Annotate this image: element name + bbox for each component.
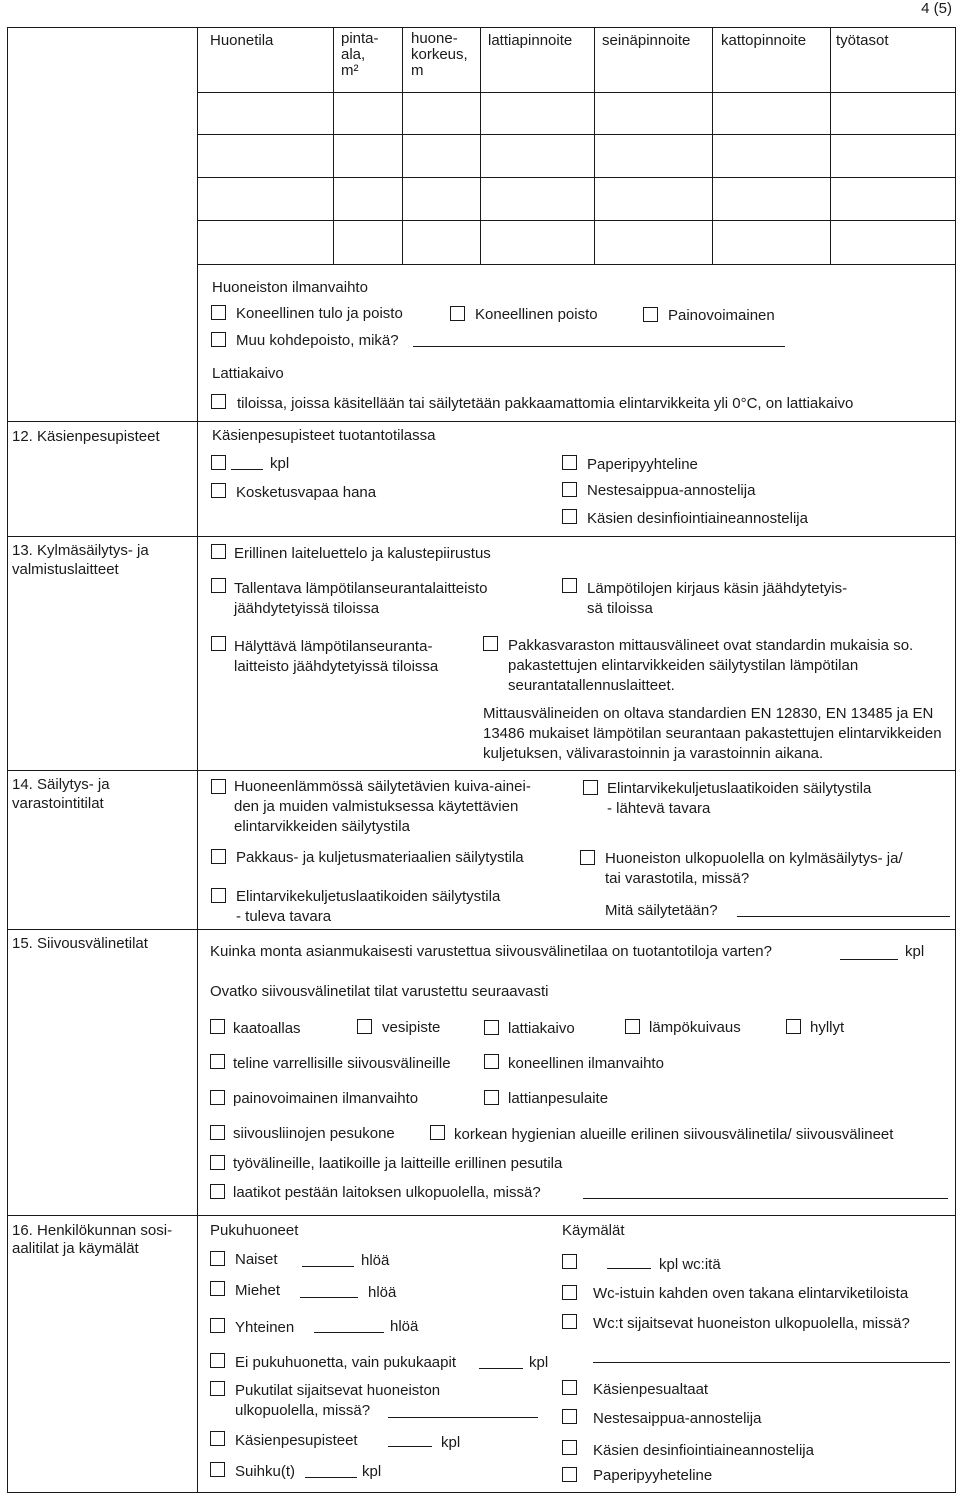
label-slop-sink: kaatoallas bbox=[233, 1020, 301, 1037]
checkbox-common[interactable] bbox=[210, 1318, 225, 1333]
checkbox-outside-storage[interactable] bbox=[580, 850, 595, 865]
label-outside-storage: Huoneiston ulkopuolella on kylmäsäilytys- ja/ tai varastotila, missä? bbox=[605, 850, 903, 887]
checkbox-equipment-list[interactable] bbox=[211, 544, 226, 559]
checkbox-wc-count[interactable] bbox=[562, 1254, 577, 1269]
col-header-area: pinta- ala, m² bbox=[341, 30, 379, 79]
label-grav-vent: painovoimainen ilmanvaihto bbox=[233, 1090, 419, 1107]
checkbox-women[interactable] bbox=[210, 1251, 225, 1266]
label-cleaning-drain: lattiakaivo bbox=[508, 1020, 575, 1037]
label-crates-in: Elintarvikekuljetuslaatikoiden säilytystila - tuleva tavara bbox=[236, 888, 501, 925]
dressing-outside-line[interactable] bbox=[388, 1417, 538, 1418]
checkbox-mech-vent[interactable] bbox=[484, 1054, 499, 1069]
label-women-persons: hlöä bbox=[361, 1252, 390, 1269]
col-header-worktops: työtasot bbox=[836, 32, 889, 49]
equipped-heading: Ovatko siivousvälinetilat tilat varustettu seuraavasti bbox=[210, 983, 549, 1000]
wc-outside-line[interactable] bbox=[593, 1362, 950, 1363]
dressing-heading: Pukuhuoneet bbox=[210, 1222, 299, 1239]
women-count-line[interactable] bbox=[302, 1266, 354, 1267]
checkbox-freezer-standard[interactable] bbox=[483, 636, 498, 651]
checkbox-packaging[interactable] bbox=[211, 849, 226, 864]
handwash-points-line[interactable] bbox=[388, 1446, 432, 1447]
label-equipment-list: Erillinen laiteluettelo ja kalustepiirustus bbox=[234, 545, 491, 562]
label-heat-drying: lämpökuivaus bbox=[649, 1019, 741, 1036]
label-soap: Nestesaippua-annostelija bbox=[587, 482, 756, 499]
col-header-height: huone- korkeus, m bbox=[411, 30, 468, 79]
label-what-stored: Mitä säilytetään? bbox=[605, 902, 718, 919]
section-14-label: 14. Säilytys- ja varastointitilat bbox=[12, 776, 110, 812]
label-shower-kpl: kpl bbox=[362, 1463, 382, 1480]
label-common-persons: hlöä bbox=[390, 1318, 419, 1335]
label-wc-outside: Wc:t sijaitsevat huoneiston ulkopuolella, missä? bbox=[593, 1315, 910, 1332]
label-mech-vent: koneellinen ilmanvaihto bbox=[508, 1055, 664, 1072]
label-gravity: Painovoimainen bbox=[668, 307, 775, 324]
label-cleaning-kpl: kpl bbox=[905, 943, 925, 960]
label-men-persons: hlöä bbox=[368, 1284, 397, 1301]
label-dry-storage: Huoneenlämmössä säilytetävien kuiva-ainei- den ja muiden valmistuksessa käytettävien elintarvikkeiden säilytystila bbox=[234, 778, 531, 835]
label-wc-soap: Nestesaippua-annostelija bbox=[593, 1410, 762, 1427]
checkbox-recording-monitor[interactable] bbox=[211, 578, 226, 593]
label-handwash-points: Käsienpesupisteet bbox=[235, 1432, 358, 1449]
label-crates-out: Elintarvikekuljetuslaatikoiden säilytystila - lähtevä tavara bbox=[607, 780, 872, 817]
label-touchless-tap: Kosketusvapaa hana bbox=[236, 484, 377, 501]
section-12-label: 12. Käsienpesupisteet bbox=[12, 428, 160, 445]
label-common: Yhteinen bbox=[235, 1319, 295, 1336]
checkbox-wc-disinfect[interactable] bbox=[562, 1440, 577, 1455]
label-floor-drain: tiloissa, joissa käsitellään tai säilytetään pakkaamattomia elintarvikkeita yli 0°C, on lattiakaivo bbox=[237, 395, 854, 412]
checkbox-floor-washer[interactable] bbox=[484, 1090, 499, 1105]
checkbox-no-room[interactable] bbox=[210, 1353, 225, 1368]
checkbox-basins[interactable] bbox=[562, 1380, 577, 1395]
checkbox-soap[interactable] bbox=[562, 482, 577, 497]
label-packaging: Pakkaus- ja kuljetusmateriaalien säilytystila bbox=[236, 849, 524, 866]
label-disinfect: Käsien desinfiointiaineannostelija bbox=[587, 510, 808, 527]
checkbox-handwash-points[interactable] bbox=[210, 1431, 225, 1446]
label-paper-towel: Paperipyyhteline bbox=[587, 456, 698, 473]
label-other-exhaust: Muu kohdepoisto, mikä? bbox=[236, 332, 399, 349]
col-header-wall: seinäpinnoite bbox=[602, 32, 691, 49]
label-tool-wash: työvälineille, laatikoille ja laitteille erillinen pesutila bbox=[233, 1155, 563, 1172]
men-count-line[interactable] bbox=[300, 1297, 358, 1298]
checkbox-heat-drying[interactable] bbox=[625, 1019, 640, 1034]
checkbox-cloth-washer[interactable] bbox=[210, 1125, 225, 1140]
checkbox-crates-out[interactable] bbox=[583, 780, 598, 795]
checkbox-slop-sink[interactable] bbox=[210, 1019, 225, 1034]
checkbox-wc-paper[interactable] bbox=[562, 1467, 577, 1482]
label-alarm-monitor: Hälyttävä lämpötilanseuranta- laitteisto jäähdytetyissä tiloissa bbox=[234, 638, 439, 675]
label-lockers-kpl: kpl bbox=[529, 1354, 549, 1371]
section-15-label: 15. Siivousvälinetilat bbox=[12, 935, 148, 952]
checkbox-two-doors[interactable] bbox=[562, 1285, 577, 1300]
checkbox-mech-supply-exhaust[interactable] bbox=[211, 305, 226, 320]
label-mech-exhaust: Koneellinen poisto bbox=[475, 306, 598, 323]
label-mech-supply-exhaust: Koneellinen tulo ja poisto bbox=[236, 305, 403, 322]
boxes-outside-line[interactable] bbox=[583, 1198, 948, 1199]
floor-drain-heading: Lattiakaivo bbox=[212, 365, 284, 382]
checkbox-rack[interactable] bbox=[210, 1054, 225, 1069]
label-dressing-outside: Pukutilat sijaitsevat huoneiston ulkopuolella, missä? bbox=[235, 1382, 441, 1419]
label-water-point: vesipiste bbox=[382, 1019, 441, 1036]
checkbox-men[interactable] bbox=[210, 1281, 225, 1296]
checkbox-dressing-outside[interactable] bbox=[210, 1381, 225, 1396]
checkbox-other-exhaust[interactable] bbox=[211, 332, 226, 347]
checkbox-mech-exhaust[interactable] bbox=[450, 306, 465, 321]
wc-count-line[interactable] bbox=[607, 1268, 651, 1269]
checkbox-handwash-count[interactable] bbox=[211, 455, 226, 470]
checkbox-floor-drain[interactable] bbox=[211, 394, 226, 409]
checkbox-paper-towel[interactable] bbox=[562, 455, 577, 470]
ventilation-heading: Huoneiston ilmanvaihto bbox=[212, 279, 368, 296]
label-handwash-kpl: kpl bbox=[441, 1434, 461, 1451]
col-header-room: Huonetila bbox=[210, 32, 274, 49]
label-no-room: Ei pukuhuonetta, vain pukukaapit bbox=[235, 1354, 456, 1371]
section-13-label: 13. Kylmäsäilytys- ja valmistuslaitteet bbox=[12, 542, 149, 578]
col-header-floor: lattiapinnoite bbox=[488, 32, 573, 49]
standard-note: Mittausvälineiden on oltava standardien EN 12830, EN 13485 ja EN 13486 mukaiset lämpötilan seurantaan pakastettujen elintarvikkeiden kuljetuksen, välivarastoinnin ja varastoinnin aikana. bbox=[483, 705, 942, 762]
section-16-label: 16. Henkilökunnan sosi- aalitilat ja käymälät bbox=[12, 1222, 173, 1257]
checkbox-shower[interactable] bbox=[210, 1462, 225, 1477]
handwash-heading: Käsienpesupisteet tuotantotilassa bbox=[212, 427, 436, 444]
checkbox-water-point[interactable] bbox=[357, 1019, 372, 1034]
label-boxes-outside: laatikot pestään laitoksen ulkopuolella, missä? bbox=[233, 1184, 541, 1201]
label-kpl: kpl bbox=[270, 455, 290, 472]
checkbox-dry-storage[interactable] bbox=[211, 779, 226, 794]
handwash-count-line[interactable] bbox=[231, 469, 263, 470]
label-wc-count: kpl wc:itä bbox=[659, 1256, 721, 1273]
checkbox-alarm-monitor[interactable] bbox=[211, 636, 226, 651]
checkbox-grav-vent[interactable] bbox=[210, 1090, 225, 1105]
label-manual-recording: Lämpötilojen kirjaus käsin jäähdytetyis- sä tiloissa bbox=[587, 580, 848, 617]
label-rack: teline varrellisille siivousvälineille bbox=[233, 1055, 451, 1072]
label-floor-washer: lattianpesulaite bbox=[508, 1090, 609, 1107]
checkbox-boxes-outside[interactable] bbox=[210, 1184, 225, 1199]
what-stored-line[interactable] bbox=[737, 916, 950, 917]
checkbox-high-hygiene[interactable] bbox=[430, 1125, 445, 1140]
checkbox-touchless-tap[interactable] bbox=[211, 483, 226, 498]
label-shower: Suihku(t) bbox=[235, 1463, 296, 1480]
label-wc-paper: Paperipyyheteline bbox=[593, 1467, 713, 1484]
label-wc-disinfect: Käsien desinfiointiaineannostelija bbox=[593, 1442, 814, 1459]
label-column-divider bbox=[197, 27, 198, 1493]
checkbox-gravity[interactable] bbox=[643, 307, 658, 322]
checkbox-cleaning-drain[interactable] bbox=[484, 1020, 499, 1035]
label-women: Naiset bbox=[235, 1251, 278, 1268]
label-high-hygiene: korkean hygienian alueille erilinen siivousvälinetila/ siivousvälineet bbox=[454, 1126, 894, 1143]
checkbox-shelves[interactable] bbox=[786, 1019, 801, 1034]
checkbox-wc-soap[interactable] bbox=[562, 1409, 577, 1424]
label-cloth-washer: siivousliinojen pesukone bbox=[233, 1125, 395, 1142]
label-shelves: hyllyt bbox=[810, 1019, 845, 1036]
lockers-count-line[interactable] bbox=[479, 1368, 523, 1369]
shower-count-line[interactable] bbox=[305, 1477, 357, 1478]
label-basins: Käsienpesualtaat bbox=[593, 1381, 709, 1398]
label-men: Miehet bbox=[235, 1282, 281, 1299]
label-recording-monitor: Tallentava lämpötilanseurantalaitteisto jäähdytetyissä tiloissa bbox=[234, 580, 488, 617]
cleaning-room-question: Kuinka monta asianmukaisesti varustettua siivousvälinetilaa on tuotantotiloja varten? bbox=[210, 943, 772, 960]
checkbox-crates-in[interactable] bbox=[211, 888, 226, 903]
col-header-ceiling: kattopinnoite bbox=[721, 32, 807, 49]
cleaning-room-count-line[interactable] bbox=[840, 959, 898, 960]
common-count-line[interactable] bbox=[314, 1332, 384, 1333]
checkbox-disinfect[interactable] bbox=[562, 509, 577, 524]
checkbox-wc-outside[interactable] bbox=[562, 1314, 577, 1329]
toilets-heading: Käymälät bbox=[562, 1222, 625, 1239]
label-freezer-standard: Pakkasvaraston mittausvälineet ovat standardin mukaisia so. pakastettujen elintarvikkeiden säilytystilan lämpötilan seurantatallennuslaitteet. bbox=[508, 637, 914, 694]
checkbox-manual-recording[interactable] bbox=[562, 578, 577, 593]
checkbox-tool-wash[interactable] bbox=[210, 1155, 225, 1170]
page-number: 4 (5) bbox=[921, 0, 952, 17]
label-two-doors: Wc-istuin kahden oven takana elintarviketiloista bbox=[593, 1285, 909, 1302]
other-exhaust-line[interactable] bbox=[413, 346, 785, 347]
